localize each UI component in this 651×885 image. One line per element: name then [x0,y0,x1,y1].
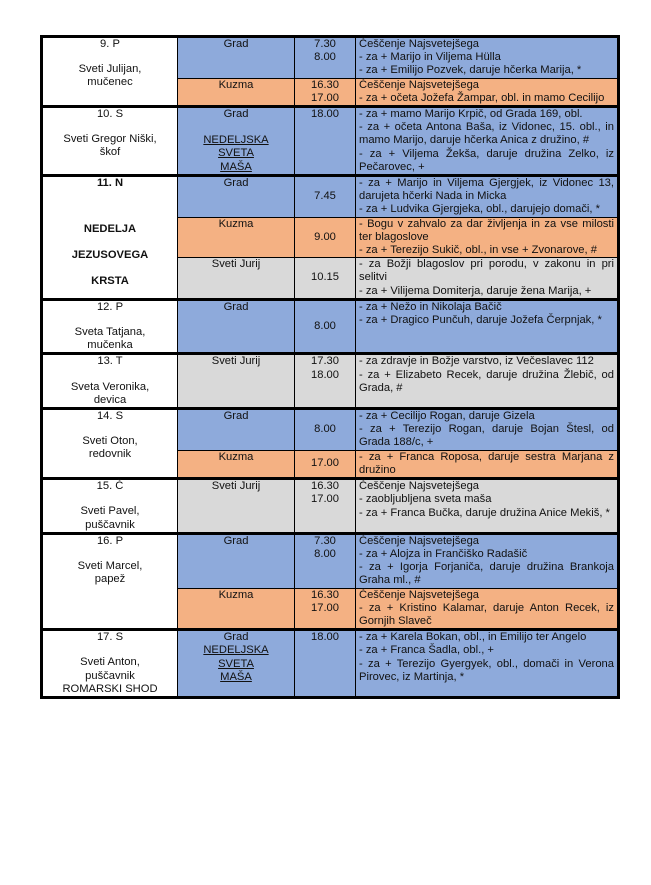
mass-time: 8.00 [314,423,336,436]
saint-line: Sveti Julijan, [78,63,142,76]
location-cell [178,409,295,451]
saint-line: Sveta Tatjana, [74,326,146,339]
mass-time: 10.15 [311,271,339,284]
time-cell [295,479,356,534]
mass-time: 17.00 [311,91,339,104]
feast-line: NEDELJA [83,223,137,236]
intention-text: - za + Terezijo Gyergyek, obl., domači in Verona Pirovec, iz Martinja, * [359,657,614,683]
mass-row [42,176,619,218]
mass-row [42,630,619,698]
location-name: Grad [223,177,249,190]
time-cell [295,107,356,176]
day-cell [42,409,178,479]
intention-text: - za + Alojza in Frančiško Radašič [359,547,528,560]
location-name: Sveti Jurij [211,480,261,493]
saint-line: devica [93,393,127,406]
saint-line: redovnik [88,448,132,461]
intention-text: - za + očeta Jožefa Žampar, obl. in mamo Cecilijo [359,91,605,104]
saint-line: Sveti Marcel, [77,559,143,572]
feast-name [46,216,174,294]
intention-text: - za + Dragico Punčuh, daruje Jožefa Čerpnjak, * [359,314,602,327]
location-name: Grad [223,534,249,547]
day-cell [42,354,178,409]
intention-text: - zaobljubljena sveta maša [359,493,492,506]
sunday-mass-note: MAŠA [220,160,252,173]
intentions-cell [356,176,619,218]
day-cell [42,107,178,176]
intentions-cell [356,299,619,354]
time-cell [295,78,356,106]
location-cell [178,217,295,258]
time-cell [295,450,356,478]
mass-time: 7.30 [314,534,336,547]
mass-time: 7.45 [314,190,336,203]
saint-line: puščavnik [85,669,135,682]
intentions-cell [356,107,619,176]
mass-row [42,37,619,79]
location-cell [178,450,295,478]
saint-line: Sveti Gregor Niški, [63,133,157,146]
time-cell [295,533,356,588]
intention-text: Češčenje Najsvetejšega [359,78,480,91]
mass-time: 17.00 [311,601,339,614]
time-cell [295,37,356,79]
location-cell [178,479,295,534]
saint-name [46,381,174,407]
intentions-cell [356,479,619,534]
time-cell [295,217,356,258]
saint-name [46,326,174,352]
saint-name [46,435,174,461]
day-cell [42,630,178,698]
intention-text: - za + Terezijo Sukič, obl., in vse + Zvonarove, # [359,244,597,257]
intention-text: Češčenje Najsvetejšega [359,588,480,601]
mass-time: 8.00 [314,547,336,560]
intention-text: Češčenje Najsvetejšega [359,480,480,493]
day-label: 15. Č [96,480,124,493]
saint-line: ROMARSKI SHOD [62,682,158,695]
sunday-mass-note: NEDELJSKA [203,134,269,147]
location-cell [178,176,295,218]
intentions-cell [356,354,619,409]
saint-line: papež [94,573,126,586]
intention-text: - za + Marijo in Viljema Gjergjek, iz Vidonec 13, darujeta hčerki Nada in Micka [359,177,614,203]
day-label: 16. P [96,534,124,547]
intention-text: - za + Karela Bokan, obl., in Emilijo ter Angelo [359,631,587,644]
location-cell [178,588,295,630]
intentions-cell [356,409,619,451]
mass-time: 16.30 [311,588,339,601]
time-cell [295,299,356,354]
intention-text: - Bogu v zahvalo za dar življenja in za vse milosti ter blagoslove [359,217,614,243]
time-cell [295,258,356,300]
intention-text: - za + mamo Marijo Krpič, od Grada 169, obl. [359,108,583,121]
day-label: 17. S [96,631,124,644]
mass-row [42,299,619,354]
intentions-cell [356,533,619,588]
day-label: 10. S [96,108,124,121]
intention-text: - za + Nežo in Nikolaja Bačič [359,300,502,313]
location-name: Sveti Jurij [211,355,261,368]
intention-text: - za + Cecilijo Rogan, daruje Gizela [359,410,535,423]
day-cell [42,533,178,629]
intention-text: - za + Viljema Žekša, daruje družina Zelko, iz Pečarovec, + [359,147,614,173]
sunday-mass-note: NEDELJSKA [203,644,269,657]
mass-time: 18.00 [311,631,339,644]
mass-time: 17.00 [311,457,339,470]
intention-text: - za + očeta Antona Baša, iz Vidonec, 15. obl., in mamo Marijo, daruje hčerka Anica z družino, # [359,121,614,147]
day-cell [42,176,178,300]
saint-name [46,133,174,159]
intention-text: - za + Emilijo Pozvek, daruje hčerka Marija, * [359,64,582,77]
mass-row [42,354,619,409]
mass-row [42,533,619,588]
saint-name [46,656,174,696]
time-cell [295,588,356,630]
intention-text: Češčenje Najsvetejšega [359,534,480,547]
mass-time: 17.30 [311,355,339,368]
intentions-cell [356,217,619,258]
intentions-cell [356,630,619,698]
location-name: Grad [223,38,249,50]
mass-time: 8.00 [314,51,336,64]
mass-schedule-table [40,35,620,699]
location-cell [178,107,295,176]
time-cell [295,354,356,409]
day-label: 11. N [96,177,124,190]
location-name: Grad [223,300,249,313]
mass-time: 16.30 [311,480,339,493]
day-cell [42,479,178,534]
location-cell [178,354,295,409]
mass-row [42,479,619,534]
intention-text: - za Božji blagoslov pri porodu, v zakonu in pri selitvi [359,258,614,284]
location-cell [178,37,295,79]
saint-line: Sveti Oton, [82,435,138,448]
intention-text: - za + Franca Šadla, obl., + [359,644,494,657]
saint-line: Sveti Pavel, [80,505,140,518]
saint-line: mučenec [87,76,133,89]
mass-time: 7.30 [314,38,336,50]
intention-text: - za + Igorja Forjaniča, daruje družina Brankoja Graha ml., # [359,561,614,587]
mass-time: 9.00 [314,230,336,243]
location-cell [178,299,295,354]
saint-name [46,63,174,89]
intentions-cell [356,588,619,630]
mass-time: 17.00 [311,493,339,506]
location-name: Kuzma [218,588,254,601]
intention-text: - za + Terezijo Rogan, daruje Bojan Štesl, od Grada 188/c, + [359,423,614,449]
mass-time: 18.00 [311,108,339,121]
time-cell [295,409,356,451]
sunday-mass-note: SVETA [218,657,254,670]
time-cell [295,176,356,218]
mass-time: 8.00 [314,320,336,333]
day-label: 9. P [100,38,120,50]
intention-text: - za + Ludvika Gjergjeka, obl., darujejo domači, * [359,203,600,216]
location-name: Grad [223,410,249,423]
feast-line: KRSTA [91,275,129,288]
saint-line: puščavnik [85,518,135,531]
saint-line: Sveti Anton, [80,656,140,669]
sunday-mass-note: MAŠA [220,670,252,683]
location-name: Kuzma [218,450,254,463]
intentions-cell [356,258,619,300]
intention-text: Češčenje Najsvetejšega [359,38,480,50]
mass-time: 18.00 [311,368,339,381]
intentions-cell [356,37,619,79]
location-name: Grad [223,108,249,121]
saint-line: Sveta Veronika, [70,380,150,393]
location-cell [178,630,295,698]
intention-text: - za + Franca Roposa, daruje sestra Marjana z družino [359,450,614,476]
time-cell [295,630,356,698]
sunday-mass-note: SVETA [218,147,254,160]
location-name: Kuzma [218,78,254,91]
location-name: Kuzma [218,217,254,230]
location-name: Sveti Jurij [211,258,261,271]
day-cell [42,37,178,107]
intentions-cell [356,78,619,106]
intention-text: - za + Marijo in Viljema Hülla [359,51,501,64]
saint-line: škof [99,146,121,159]
intention-text: - za + Franca Bučka, daruje družina Anice Mekiš, * [359,506,610,519]
day-label: 14. S [96,410,124,423]
location-name: Grad [223,631,249,644]
intention-text: - za + Kristino Kalamar, daruje Anton Recek, iz Gornjih Slaveč [359,601,614,627]
intention-text: - za zdravje in Božje varstvo, iz Večeslavec 112 [359,355,594,368]
saint-line: mučenka [87,339,133,352]
day-label: 13. T [97,355,123,368]
intention-text: - za + Elizabeto Recek, daruje družina Žlebič, od Grada, # [359,368,614,394]
location-cell [178,533,295,588]
mass-row [42,409,619,451]
spacer [181,121,291,134]
mass-row [42,107,619,176]
saint-name [46,505,174,531]
intention-text: - za + Vilijema Domiterja, daruje žena Marija, + [359,284,592,297]
intentions-cell [356,450,619,478]
mass-time: 16.30 [311,78,339,91]
schedule-body [42,37,619,698]
day-label: 12. P [96,300,124,313]
day-cell [42,299,178,354]
location-cell [178,258,295,300]
location-cell [178,78,295,106]
saint-name [46,560,174,586]
feast-line: JEZUSOVEGA [71,249,149,262]
